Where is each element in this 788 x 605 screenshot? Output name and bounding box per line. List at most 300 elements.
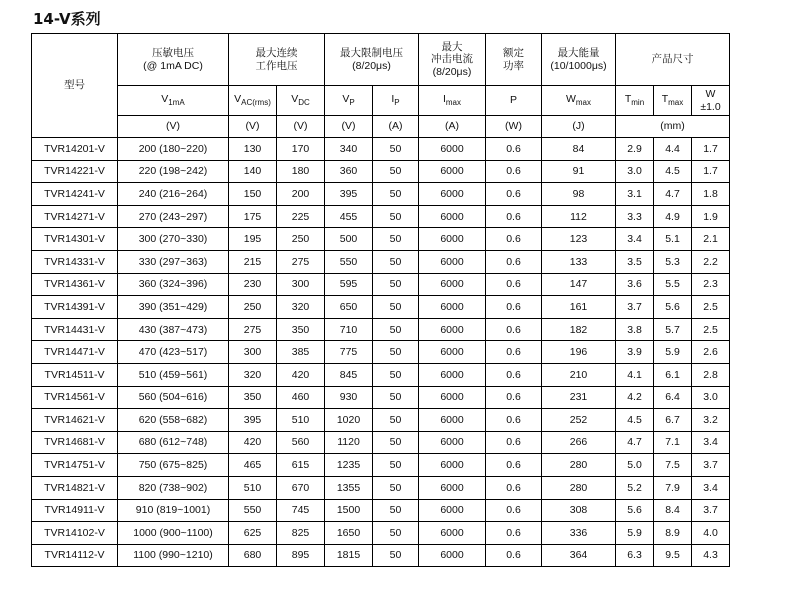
cell-ip: 50: [373, 228, 419, 251]
cell-w: 4.0: [692, 522, 730, 545]
cell-tmax: 5.9: [654, 341, 692, 364]
cell-vp: 550: [325, 250, 373, 273]
cell-tmax: 7.9: [654, 476, 692, 499]
cell-vdc: 615: [277, 454, 325, 477]
cell-varistor-voltage: 220 (198~242): [118, 160, 229, 183]
cell-power: 0.6: [486, 183, 542, 206]
symbol-tmin-main: T: [624, 93, 632, 106]
cell-wmax: 123: [542, 228, 616, 251]
cell-varistor-voltage: 200 (180~220): [118, 138, 229, 161]
table-row: [32, 250, 730, 273]
cell-ip: 50: [373, 296, 419, 319]
header-dimensions: 产品尺寸: [616, 34, 730, 86]
header-max-energy: [542, 34, 616, 86]
cell-tmax: 6.1: [654, 363, 692, 386]
cell-vp: 1500: [325, 499, 373, 522]
unit-p: (W): [486, 116, 542, 138]
cell-vp: 340: [325, 138, 373, 161]
cell-w: 2.1: [692, 228, 730, 251]
cell-vdc: 745: [277, 499, 325, 522]
unit-v1ma: (V): [118, 116, 229, 138]
cell-vdc: 350: [277, 318, 325, 341]
cell-vac: 395: [229, 409, 277, 432]
symbol-wmax: [542, 86, 616, 116]
unit-imax: (A): [419, 116, 486, 138]
cell-model: TVR14301-V: [32, 228, 118, 251]
cell-tmax: 5.7: [654, 318, 692, 341]
cell-tmax: 8.4: [654, 499, 692, 522]
unit-vp: (V): [325, 116, 373, 138]
header-varistor-voltage-line1: 压敏电压: [152, 47, 194, 60]
cell-power: 0.6: [486, 160, 542, 183]
cell-w: 3.4: [692, 431, 730, 454]
cell-model: TVR14621-V: [32, 409, 118, 432]
cell-w: 2.2: [692, 250, 730, 273]
cell-wmax: 280: [542, 454, 616, 477]
cell-imax: 6000: [419, 250, 486, 273]
cell-imax: 6000: [419, 522, 486, 545]
cell-wmax: 147: [542, 273, 616, 296]
cell-model: TVR14751-V: [32, 454, 118, 477]
cell-imax: 6000: [419, 160, 486, 183]
symbol-w-main: W: [705, 88, 716, 101]
header-surge-current-line2: 冲击电流: [431, 53, 473, 66]
cell-power: 0.6: [486, 363, 542, 386]
series-title: 14-V系列: [33, 10, 101, 28]
cell-vac: 150: [229, 183, 277, 206]
cell-varistor-voltage: 910 (819~1001): [118, 499, 229, 522]
cell-varistor-voltage: 1000 (900~1100): [118, 522, 229, 545]
cell-tmin: 3.0: [616, 160, 654, 183]
cell-imax: 6000: [419, 454, 486, 477]
table-row: [32, 363, 730, 386]
cell-imax: 6000: [419, 183, 486, 206]
symbol-v1ma-main: V: [161, 93, 169, 106]
cell-power: 0.6: [486, 522, 542, 545]
cell-imax: 6000: [419, 341, 486, 364]
table-row: [32, 476, 730, 499]
cell-power: 0.6: [486, 228, 542, 251]
cell-imax: 6000: [419, 318, 486, 341]
cell-ip: 50: [373, 363, 419, 386]
cell-w: 3.7: [692, 454, 730, 477]
cell-vp: 650: [325, 296, 373, 319]
cell-model: TVR14221-V: [32, 160, 118, 183]
cell-power: 0.6: [486, 386, 542, 409]
symbol-imax-main: I: [442, 93, 446, 106]
cell-vac: 320: [229, 363, 277, 386]
cell-vdc: 250: [277, 228, 325, 251]
cell-varistor-voltage: 750 (675~825): [118, 454, 229, 477]
cell-vp: 1815: [325, 544, 373, 567]
cell-power: 0.6: [486, 318, 542, 341]
cell-tmin: 6.3: [616, 544, 654, 567]
header-rated-power-line1: 额定: [503, 47, 524, 60]
cell-power: 0.6: [486, 138, 542, 161]
cell-ip: 50: [373, 318, 419, 341]
header-continuous-voltage-line2: 工作电压: [255, 59, 298, 72]
cell-imax: 6000: [419, 273, 486, 296]
cell-wmax: 161: [542, 296, 616, 319]
cell-vp: 710: [325, 318, 373, 341]
cell-vp: 595: [325, 273, 373, 296]
unit-dimensions: (mm): [616, 116, 730, 138]
cell-vdc: 460: [277, 386, 325, 409]
table-row: [32, 296, 730, 319]
cell-tmax: 5.1: [654, 228, 692, 251]
cell-model: TVR14561-V: [32, 386, 118, 409]
cell-ip: 50: [373, 476, 419, 499]
cell-vp: 1355: [325, 476, 373, 499]
cell-imax: 6000: [419, 363, 486, 386]
cell-tmin: 4.2: [616, 386, 654, 409]
cell-vdc: 225: [277, 205, 325, 228]
cell-model: TVR14681-V: [32, 431, 118, 454]
cell-wmax: 336: [542, 522, 616, 545]
cell-tmin: 3.5: [616, 250, 654, 273]
cell-varistor-voltage: 820 (738~902): [118, 476, 229, 499]
cell-ip: 50: [373, 454, 419, 477]
symbol-imax: [419, 86, 486, 116]
header-clamping-voltage-line1: 最大限制电压: [340, 47, 403, 60]
cell-vp: 845: [325, 363, 373, 386]
cell-vp: 360: [325, 160, 373, 183]
cell-ip: 50: [373, 544, 419, 567]
cell-wmax: 91: [542, 160, 616, 183]
cell-power: 0.6: [486, 250, 542, 273]
cell-w: 1.7: [692, 138, 730, 161]
symbol-w-sub: ±1.0: [700, 100, 721, 113]
cell-vac: 510: [229, 476, 277, 499]
cell-tmax: 6.7: [654, 409, 692, 432]
cell-vac: 625: [229, 522, 277, 545]
cell-power: 0.6: [486, 499, 542, 522]
table-row: [32, 454, 730, 477]
cell-vac: 250: [229, 296, 277, 319]
cell-vac: 465: [229, 454, 277, 477]
cell-vac: 215: [229, 250, 277, 273]
cell-tmax: 5.6: [654, 296, 692, 319]
cell-w: 3.7: [692, 499, 730, 522]
cell-model: TVR14201-V: [32, 138, 118, 161]
cell-varistor-voltage: 270 (243~297): [118, 205, 229, 228]
symbol-wmax-sub: max: [575, 98, 592, 108]
cell-varistor-voltage: 470 (423~517): [118, 341, 229, 364]
header-clamping-voltage-line2: (8/20μs): [352, 59, 391, 72]
cell-wmax: 231: [542, 386, 616, 409]
cell-w: 2.8: [692, 363, 730, 386]
cell-vdc: 180: [277, 160, 325, 183]
symbol-vdc-main: V: [291, 93, 299, 106]
cell-tmin: 3.3: [616, 205, 654, 228]
cell-vp: 455: [325, 205, 373, 228]
cell-w: 2.5: [692, 318, 730, 341]
cell-vdc: 275: [277, 250, 325, 273]
cell-ip: 50: [373, 183, 419, 206]
symbol-tmin: [616, 86, 654, 116]
cell-varistor-voltage: 300 (270~330): [118, 228, 229, 251]
cell-w: 3.4: [692, 476, 730, 499]
cell-varistor-voltage: 620 (558~682): [118, 409, 229, 432]
cell-tmin: 4.5: [616, 409, 654, 432]
cell-wmax: 210: [542, 363, 616, 386]
symbol-vp-sub: P: [349, 98, 355, 108]
header-surge-current-line3: (8/20μs): [432, 65, 472, 78]
cell-ip: 50: [373, 138, 419, 161]
cell-model: TVR14361-V: [32, 273, 118, 296]
cell-vp: 775: [325, 341, 373, 364]
cell-w: 2.3: [692, 273, 730, 296]
cell-vac: 420: [229, 431, 277, 454]
cell-ip: 50: [373, 431, 419, 454]
cell-varistor-voltage: 430 (387~473): [118, 318, 229, 341]
symbol-tmax: [654, 86, 692, 116]
cell-model: TVR14431-V: [32, 318, 118, 341]
table-row: [32, 544, 730, 567]
cell-ip: 50: [373, 205, 419, 228]
symbol-vac: [229, 86, 277, 116]
cell-vdc: 300: [277, 273, 325, 296]
table-row: [32, 183, 730, 206]
cell-power: 0.6: [486, 205, 542, 228]
cell-tmin: 5.2: [616, 476, 654, 499]
symbol-tmax-sub: max: [668, 98, 684, 108]
cell-vac: 130: [229, 138, 277, 161]
cell-imax: 6000: [419, 544, 486, 567]
cell-tmin: 3.9: [616, 341, 654, 364]
symbol-w: [692, 86, 730, 116]
cell-varistor-voltage: 240 (216~264): [118, 183, 229, 206]
cell-varistor-voltage: 510 (459~561): [118, 363, 229, 386]
cell-vp: 1650: [325, 522, 373, 545]
cell-model: TVR14331-V: [32, 250, 118, 273]
symbol-vp-main: V: [342, 93, 350, 106]
cell-tmin: 3.1: [616, 183, 654, 206]
header-varistor-voltage-line2: (@ 1mA DC): [143, 59, 203, 72]
cell-vdc: 510: [277, 409, 325, 432]
cell-tmin: 3.6: [616, 273, 654, 296]
unit-ip: (A): [373, 116, 419, 138]
symbol-vdc-sub: DC: [298, 98, 310, 108]
symbol-vp: [325, 86, 373, 116]
cell-model: TVR14511-V: [32, 363, 118, 386]
cell-varistor-voltage: 560 (504~616): [118, 386, 229, 409]
cell-ip: 50: [373, 386, 419, 409]
cell-tmax: 6.4: [654, 386, 692, 409]
cell-vac: 680: [229, 544, 277, 567]
unit-vac: (V): [229, 116, 277, 138]
cell-vdc: 560: [277, 431, 325, 454]
cell-ip: 50: [373, 273, 419, 296]
symbol-ip: [373, 86, 419, 116]
cell-w: 3.0: [692, 386, 730, 409]
cell-model: TVR14911-V: [32, 499, 118, 522]
cell-wmax: 182: [542, 318, 616, 341]
cell-vac: 175: [229, 205, 277, 228]
cell-wmax: 196: [542, 341, 616, 364]
cell-w: 1.9: [692, 205, 730, 228]
symbol-ip-sub: P: [394, 98, 400, 108]
cell-imax: 6000: [419, 205, 486, 228]
header-rated-power: [486, 34, 542, 86]
cell-imax: 6000: [419, 138, 486, 161]
symbol-v1ma-sub: 1mA: [168, 98, 185, 108]
cell-vdc: 825: [277, 522, 325, 545]
unit-vdc: (V): [277, 116, 325, 138]
cell-tmax: 4.7: [654, 183, 692, 206]
cell-imax: 6000: [419, 409, 486, 432]
cell-imax: 6000: [419, 499, 486, 522]
cell-vac: 195: [229, 228, 277, 251]
cell-tmin: 5.6: [616, 499, 654, 522]
cell-w: 1.7: [692, 160, 730, 183]
cell-tmin: 3.7: [616, 296, 654, 319]
cell-tmax: 5.3: [654, 250, 692, 273]
table-row: [32, 205, 730, 228]
cell-tmin: 4.7: [616, 431, 654, 454]
cell-vp: 930: [325, 386, 373, 409]
cell-wmax: 98: [542, 183, 616, 206]
cell-power: 0.6: [486, 544, 542, 567]
cell-wmax: 112: [542, 205, 616, 228]
header-model: 型号: [32, 34, 118, 138]
symbol-vac-main: V: [234, 93, 242, 106]
cell-tmax: 4.5: [654, 160, 692, 183]
cell-vdc: 385: [277, 341, 325, 364]
table-row: [32, 409, 730, 432]
symbol-p: [486, 86, 542, 116]
cell-tmax: 7.5: [654, 454, 692, 477]
cell-wmax: 280: [542, 476, 616, 499]
cell-model: TVR14821-V: [32, 476, 118, 499]
cell-model: TVR14471-V: [32, 341, 118, 364]
header-max-energy-line1: 最大能量: [557, 47, 600, 60]
cell-vp: 395: [325, 183, 373, 206]
cell-vp: 1120: [325, 431, 373, 454]
cell-power: 0.6: [486, 454, 542, 477]
cell-imax: 6000: [419, 296, 486, 319]
cell-vdc: 200: [277, 183, 325, 206]
cell-imax: 6000: [419, 476, 486, 499]
cell-vac: 300: [229, 341, 277, 364]
cell-power: 0.6: [486, 431, 542, 454]
header-continuous-voltage: [229, 34, 325, 86]
cell-vac: 350: [229, 386, 277, 409]
spec-table: [31, 33, 730, 567]
cell-wmax: 133: [542, 250, 616, 273]
cell-power: 0.6: [486, 273, 542, 296]
cell-tmax: 5.5: [654, 273, 692, 296]
cell-tmax: 9.5: [654, 544, 692, 567]
header-rated-power-line2: 功率: [503, 59, 524, 72]
table-row: [32, 160, 730, 183]
table-row: [32, 273, 730, 296]
cell-varistor-voltage: 390 (351~429): [118, 296, 229, 319]
cell-model: TVR14102-V: [32, 522, 118, 545]
symbol-v1ma: [118, 86, 229, 116]
header-max-energy-line2: (10/1000μs): [550, 59, 607, 72]
symbol-imax-sub: max: [445, 98, 462, 108]
cell-tmax: 4.4: [654, 138, 692, 161]
cell-ip: 50: [373, 522, 419, 545]
cell-wmax: 266: [542, 431, 616, 454]
cell-power: 0.6: [486, 296, 542, 319]
cell-model: TVR14391-V: [32, 296, 118, 319]
cell-varistor-voltage: 330 (297~363): [118, 250, 229, 273]
cell-tmin: 3.4: [616, 228, 654, 251]
cell-vp: 1235: [325, 454, 373, 477]
cell-imax: 6000: [419, 228, 486, 251]
cell-ip: 50: [373, 341, 419, 364]
cell-wmax: 252: [542, 409, 616, 432]
cell-tmax: 7.1: [654, 431, 692, 454]
cell-vdc: 320: [277, 296, 325, 319]
symbol-vdc: [277, 86, 325, 116]
cell-w: 2.5: [692, 296, 730, 319]
table-row: [32, 138, 730, 161]
cell-vac: 140: [229, 160, 277, 183]
symbol-ip-main: I: [391, 93, 395, 106]
header-varistor-voltage: [118, 34, 229, 86]
cell-tmin: 3.8: [616, 318, 654, 341]
cell-vac: 275: [229, 318, 277, 341]
cell-model: TVR14112-V: [32, 544, 118, 567]
cell-varistor-voltage: 680 (612~748): [118, 431, 229, 454]
header-continuous-voltage-line1: 最大连续: [255, 47, 298, 60]
cell-power: 0.6: [486, 341, 542, 364]
cell-wmax: 84: [542, 138, 616, 161]
cell-ip: 50: [373, 409, 419, 432]
table-row: [32, 431, 730, 454]
cell-tmax: 8.9: [654, 522, 692, 545]
cell-tmin: 2.9: [616, 138, 654, 161]
cell-tmin: 4.1: [616, 363, 654, 386]
cell-vac: 550: [229, 499, 277, 522]
cell-imax: 6000: [419, 386, 486, 409]
cell-tmin: 5.0: [616, 454, 654, 477]
unit-wmax: (J): [542, 116, 616, 138]
table-row: [32, 522, 730, 545]
spec-table-body: [32, 138, 730, 567]
cell-ip: 50: [373, 250, 419, 273]
cell-model: TVR14241-V: [32, 183, 118, 206]
table-row: [32, 228, 730, 251]
cell-vdc: 670: [277, 476, 325, 499]
cell-ip: 50: [373, 499, 419, 522]
cell-wmax: 364: [542, 544, 616, 567]
symbol-p-main: P: [509, 94, 517, 107]
cell-w: 3.2: [692, 409, 730, 432]
cell-ip: 50: [373, 160, 419, 183]
symbol-tmin-sub: min: [631, 98, 645, 108]
table-row: [32, 341, 730, 364]
cell-w: 2.6: [692, 341, 730, 364]
symbol-wmax-main: W: [565, 93, 576, 106]
cell-model: TVR14271-V: [32, 205, 118, 228]
cell-varistor-voltage: 360 (324~396): [118, 273, 229, 296]
cell-vp: 1020: [325, 409, 373, 432]
cell-power: 0.6: [486, 476, 542, 499]
cell-wmax: 308: [542, 499, 616, 522]
cell-vdc: 895: [277, 544, 325, 567]
cell-tmin: 5.9: [616, 522, 654, 545]
header-surge-current: [419, 34, 486, 86]
cell-vdc: 420: [277, 363, 325, 386]
table-row: [32, 386, 730, 409]
table-row: [32, 499, 730, 522]
cell-w: 1.8: [692, 183, 730, 206]
cell-w: 4.3: [692, 544, 730, 567]
